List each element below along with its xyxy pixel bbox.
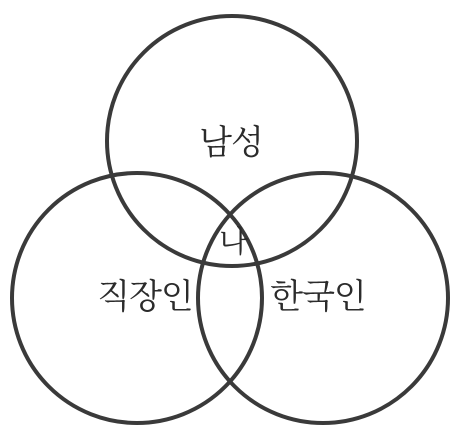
set-label-office-worker: 직장인 [97, 277, 193, 317]
intersection-label-me: 나 [219, 225, 247, 260]
set-label-korean: 한국인 [270, 277, 366, 317]
set-label-male: 남성 [199, 123, 263, 163]
